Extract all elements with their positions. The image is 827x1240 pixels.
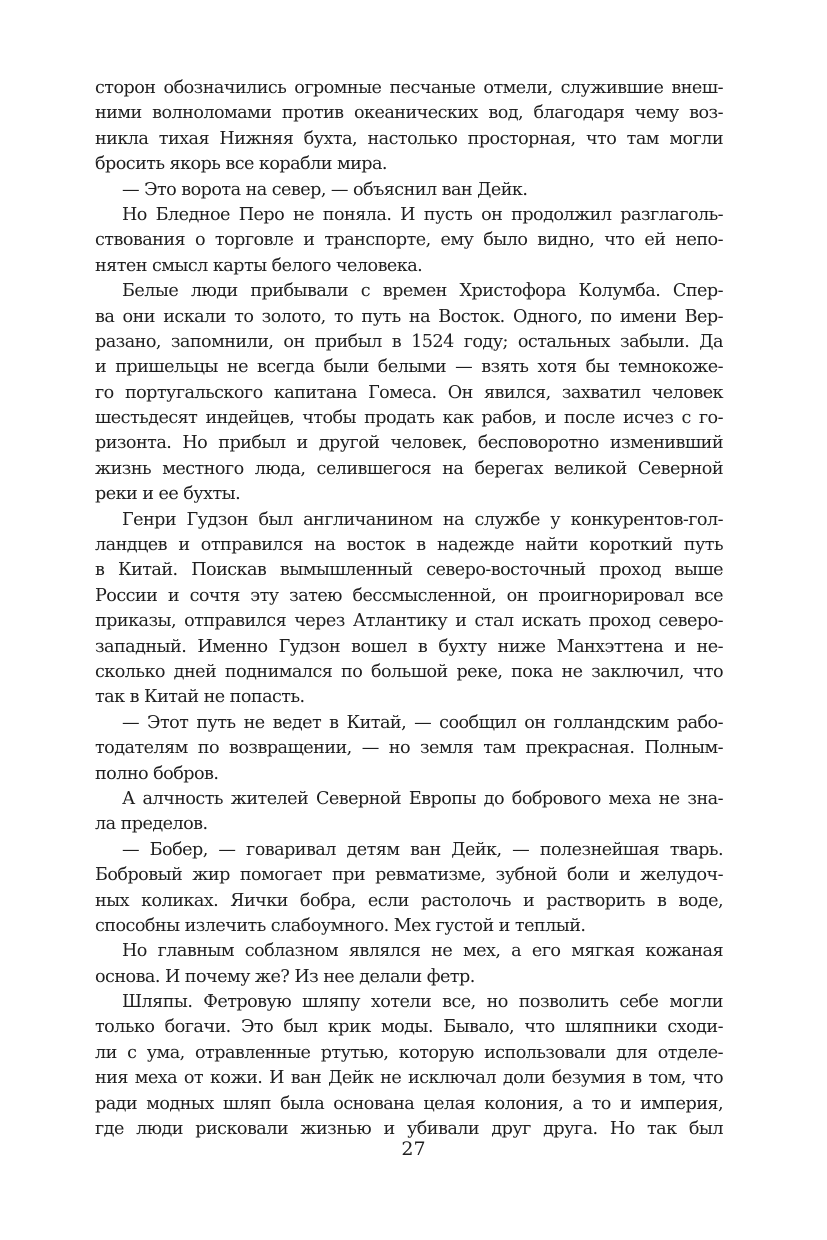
text-line: ризонта. Но прибыл и другой человек, бесповоротно изменивший <box>95 433 723 454</box>
text-line: тодателям по возвращении, — но земля там прекрасная. Полным- <box>95 738 723 759</box>
text-line: бросить якорь все корабли мира. <box>95 154 387 175</box>
text-line: и пришельцы не всегда были белыми — взять хотя бы темнокоже- <box>95 357 723 378</box>
text-line: приказы, отправился через Атлантику и стал искать проход северо- <box>95 611 723 632</box>
text-line: ствования о торговле и транспорте, ему было видно, что ей непо- <box>95 230 723 251</box>
text-line: где люди рисковали жизнью и убивали друг друга. Но так был <box>95 1119 723 1140</box>
text-line: А алчность жителей Северной Европы до бобрового меха не зна- <box>122 788 723 809</box>
text-line: ради модных шляп была основана целая колония, а то и империя, <box>95 1093 723 1114</box>
text-line: ла пределов. <box>95 814 208 835</box>
text-line: реки и ее бухты. <box>95 484 241 505</box>
text-line: Но Бледное Перо не поняла. И пусть он продолжил разглаголь- <box>122 204 723 225</box>
text-line: ландцев и отправился на восток в надежде найти короткий путь <box>95 535 723 556</box>
text-line: ли с ума, отравленные ртутью, которую использовали для отделе- <box>95 1042 723 1063</box>
text-line: ними волноломами против океанических вод, благодаря чему воз- <box>95 103 723 124</box>
text-line: Но главным соблазном являлся не мех, а его мягкая кожаная <box>122 941 723 962</box>
text-line: Генри Гудзон был англичанином на службе у конкурентов-гол- <box>122 509 723 530</box>
text-line: Шляпы. Фетровую шляпу хотели все, но позволить себе могли <box>122 992 723 1013</box>
text-line: России и сочтя эту затею бессмысленной, он проигнорировал все <box>95 585 723 606</box>
text-line: — Это ворота на север, — объяснил ван Дейк. <box>122 179 528 200</box>
text-line: способны излечить слабоумного. Мех густой и теплый. <box>95 915 586 936</box>
page-body-text <box>95 76 723 1142</box>
text-line: жизнь местного люда, селившегося на берегах великой Северной <box>95 458 723 479</box>
text-line: полно бобров. <box>95 763 219 784</box>
text-line: основа. И почему же? Из нее делали фетр. <box>95 966 475 987</box>
page-number: 27 <box>401 1138 426 1160</box>
text-line: Белые люди прибывали с времен Христофора Колумба. Спер- <box>122 281 723 302</box>
text-line: нятен смысл карты белого человека. <box>95 255 423 276</box>
text-line: ния меха от кожи. И ван Дейк не исключал доли безумия в том, что <box>95 1068 723 1089</box>
text-line: Бобровый жир помогает при ревматизме, зубной боли и желудоч- <box>95 865 723 886</box>
text-line: — Бобер, — говаривал детям ван Дейк, — полезнейшая тварь. <box>122 839 723 860</box>
text-line: так в Китай не попасть. <box>95 687 305 708</box>
text-line: только богачи. Это был крик моды. Бывало, что шляпники сходи- <box>95 1017 723 1038</box>
text-line: никла тихая Нижняя бухта, настолько просторная, что там могли <box>95 128 723 149</box>
text-line: ных коликах. Яички бобра, если растолочь и растворить в воде, <box>95 890 723 911</box>
text-line: ва они искали то золото, то путь на Восток. Одного, по имени Вер- <box>95 306 723 327</box>
text-line: го португальского капитана Гомеса. Он явился, захватил человек <box>95 382 723 403</box>
text-line: шестьдесят индейцев, чтобы продать как рабов, и после исчез с го- <box>95 408 723 429</box>
text-line: — Этот путь не ведет в Китай, — сообщил он голландским рабо- <box>122 712 723 733</box>
text-line: сторон обозначились огромные песчаные отмели, служившие внеш- <box>95 78 723 98</box>
text-line: сколько дней поднимался по большой реке, пока не заключил, что <box>95 661 723 682</box>
text-line: западный. Именно Гудзон вошел в бухту ниже Манхэттена и не- <box>95 636 723 657</box>
text-line: разано, запомнили, он прибыл в 1524 году; остальных забыли. Да <box>95 331 723 352</box>
text-line: в Китай. Поискав вымышленный северо-восточный проход выше <box>95 560 723 581</box>
